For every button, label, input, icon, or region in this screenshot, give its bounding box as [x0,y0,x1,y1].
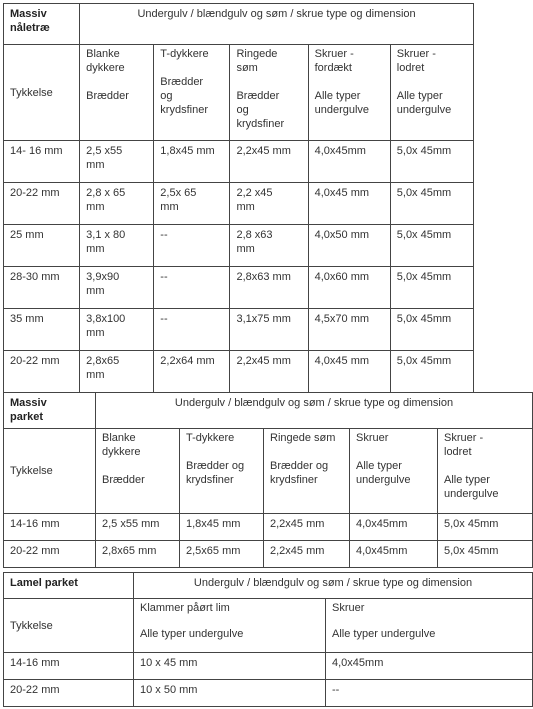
thickness-cell: 35 mm [4,309,80,351]
thickness-cell: 14-16 mm [4,514,96,541]
table-cell: 2,8x65 mm [80,351,154,393]
table-cell: 5,0x 45mm [390,141,473,183]
column-header: Klammer påørt lim Alle typer undergulve [134,599,326,653]
column-header: Skruer Alle typer undergulve [350,429,438,514]
table-corner-label: Massiv nåletræ [4,4,80,45]
table-cell: 5,0x 45mm [438,514,533,541]
table-cell: 3,1x75 mm [230,309,308,351]
table-cell: -- [326,680,533,707]
thickness-cell: 25 mm [4,225,80,267]
table-cell: 2,2x45 mm [264,541,350,568]
table-cell: 10 x 45 mm [134,653,326,680]
table-corner-label: Massiv parket [4,393,96,429]
table-cell: 4,0x45mm [350,541,438,568]
table-cell: 4,0x45 mm [308,183,390,225]
table-cell: 4,0x60 mm [308,267,390,309]
thickness-cell: 14- 16 mm [4,141,80,183]
table-massiv-naletrae [3,3,474,393]
column-header: Skruer Alle typer undergulve [326,599,533,653]
table-corner-label: Lamel parket [4,573,134,599]
table-cell: 2,5 x55 mm [96,514,180,541]
column-header: Skruer - fordækt Alle typer undergulve [308,45,390,141]
group-header: Undergulv / blændgulv og søm / skrue type og dimension [80,4,474,45]
column-header: Skruer - lodret Alle typer undergulve [390,45,473,141]
thickness-cell: 20-22 mm [4,541,96,568]
table-cell: -- [154,309,230,351]
table-cell: 5,0x 45mm [390,309,473,351]
table-row [4,653,533,680]
table-cell: 2,5x 65 mm [154,183,230,225]
table-cell: 2,2x64 mm [154,351,230,393]
table-cell: 5,0x 45mm [390,183,473,225]
table-cell: 1,8x45 mm [180,514,264,541]
column-header: Ringede søm Brædder og krydsfiner [230,45,308,141]
table-cell: 4,5x70 mm [308,309,390,351]
table-cell: 4,0x45mm [308,141,390,183]
table-lamel-parket [3,572,533,707]
column-header: T-dykkere Brædder og krydsfiner [180,429,264,514]
thickness-header: Tykkelse [4,429,96,514]
table-cell: 5,0x 45mm [438,541,533,568]
table-row [4,267,474,309]
column-header: Skruer - lodret Alle typer undergulve [438,429,533,514]
group-header: Undergulv / blændgulv og søm / skrue type og dimension [96,393,533,429]
table-cell: 4,0x45mm [350,514,438,541]
table-cell: 2,2 x45 mm [230,183,308,225]
table-cell: 1,8x45 mm [154,141,230,183]
table-cell: 4,0x45mm [326,653,533,680]
table-row [4,225,474,267]
table-cell: 2,5x65 mm [180,541,264,568]
thickness-header: Tykkelse [4,45,80,141]
table-cell: 4,0x50 mm [308,225,390,267]
table-row [4,183,474,225]
column-header: Blanke dykkere Brædder [96,429,180,514]
table-cell: 3,1 x 80 mm [80,225,154,267]
table-row [4,309,474,351]
table-cell: 2,2x45 mm [230,141,308,183]
table-row [4,141,474,183]
table-cell: 5,0x 45mm [390,351,473,393]
thickness-cell: 20-22 mm [4,680,134,707]
table-row [4,541,533,568]
table-cell: 5,0x 45mm [390,225,473,267]
table-massiv-parket [3,392,533,568]
thickness-cell: 20-22 mm [4,183,80,225]
column-header: Blanke dykkere Brædder [80,45,154,141]
table-row [4,680,533,707]
table-row [4,351,474,393]
table-cell: 2,8x63 mm [230,267,308,309]
thickness-cell: 28-30 mm [4,267,80,309]
table-cell: 5,0x 45mm [390,267,473,309]
table-cell: 10 x 50 mm [134,680,326,707]
thickness-header: Tykkelse [4,599,134,653]
thickness-cell: 20-22 mm [4,351,80,393]
table-cell: 3,8x100 mm [80,309,154,351]
table-cell: 2,8 x 65 mm [80,183,154,225]
thickness-cell: 14-16 mm [4,653,134,680]
table-cell: 2,5 x55 mm [80,141,154,183]
table-cell: -- [154,267,230,309]
table-cell: 4,0x45 mm [308,351,390,393]
table-cell: 2,2x45 mm [230,351,308,393]
table-cell: 3,9x90 mm [80,267,154,309]
table-cell: 2,8x65 mm [96,541,180,568]
table-cell: 2,8 x63 mm [230,225,308,267]
table-cell: -- [154,225,230,267]
table-cell: 2,2x45 mm [264,514,350,541]
column-header: Ringede søm Brædder og krydsfiner [264,429,350,514]
table-row [4,514,533,541]
group-header: Undergulv / blændgulv og søm / skrue type og dimension [134,573,533,599]
column-header: T-dykkere Brædder og krydsfiner [154,45,230,141]
